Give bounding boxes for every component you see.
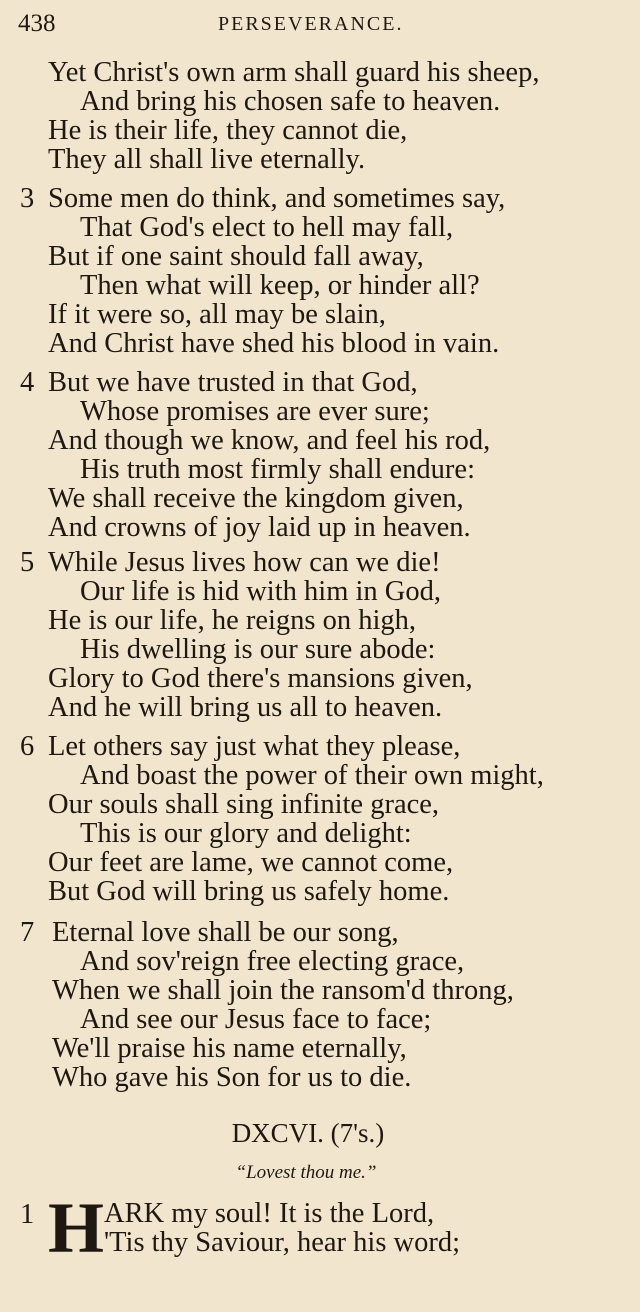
page-header [18,10,620,40]
verse-line: And though we know, and feel his rod, [48,425,491,456]
hymn-title: DXCVI. (7's.) [231,1118,385,1148]
verse-line: Some men do think, and sometimes say, [48,183,506,214]
verse-line: Yet Christ's own arm shall guard his sheep, [48,57,540,88]
verse-line: But we have trusted in that God, [48,367,418,398]
verse-line: Glory to God there's mansions given, [48,663,473,694]
verse-line: And crowns of joy laid up in heaven. [48,512,471,543]
verse-line: Our feet are lame, we cannot come, [48,847,454,878]
verse-line: And sov'reign free electing grace, [80,946,465,977]
verse-line: His dwelling is our sure abode: [80,634,436,665]
verse-line: He is their life, they cannot die, [48,115,408,146]
verse-line: We'll praise his name eternally, [52,1033,407,1064]
verse-line: His truth most firmly shall endure: [80,454,475,485]
stanza-number: 5 [20,547,35,578]
verse-line: And see our Jesus face to face; [80,1004,432,1035]
stanza-number: 1 [20,1199,35,1230]
running-head: PERSEVERANCE. [218,13,404,35]
verse-line: Our souls shall sing infinite grace, [48,789,440,820]
verse-line: When we shall join the ransom'd throng, [52,975,514,1006]
verse-line: If it were so, all may be slain, [48,299,386,330]
verse-line: But God will bring us safely home. [48,876,450,907]
verse-line: That God's elect to hell may fall, [80,212,454,243]
verse-line: They all shall live eternally. [48,144,366,175]
verse-line: Whose promises are ever sure; [80,396,430,427]
verse-line: And bring his chosen safe to heaven. [80,86,501,117]
verse-line: ARK my soul! It is the Lord, [104,1198,435,1229]
stanza-number: 4 [20,367,35,398]
verse-line: But if one saint should fall away, [48,241,424,272]
verse-line: And boast the power of their own might, [80,760,544,791]
drop-cap: H [48,1188,105,1268]
verse-line: And Christ have shed his blood in vain. [48,328,500,359]
verse-line: Who gave his Son for us to die. [52,1062,412,1093]
hymn-epigraph: “Lovest thou me.” [235,1162,377,1183]
stanza-number: 7 [20,917,35,948]
verse-line: Eternal love shall be our song, [52,917,399,948]
verse-line: Our life is hid with him in God, [80,576,441,607]
verse-line: Then what will keep, or hinder all? [80,270,480,301]
verse-line: He is our life, he reigns on high, [48,605,417,636]
stanza-number: 3 [20,183,35,214]
verse-line: Let others say just what they please, [48,731,461,762]
verse-line: While Jesus lives how can we die! [48,547,441,578]
verse-line: And he will bring us all to heaven. [48,692,443,723]
stanza-number: 6 [20,731,35,762]
verse-line: We shall receive the kingdom given, [48,483,464,514]
verse-line: 'Tis thy Saviour, hear his word; [104,1227,461,1258]
page-number: 438 [18,10,56,37]
verse-line: This is our glory and delight: [80,818,412,849]
